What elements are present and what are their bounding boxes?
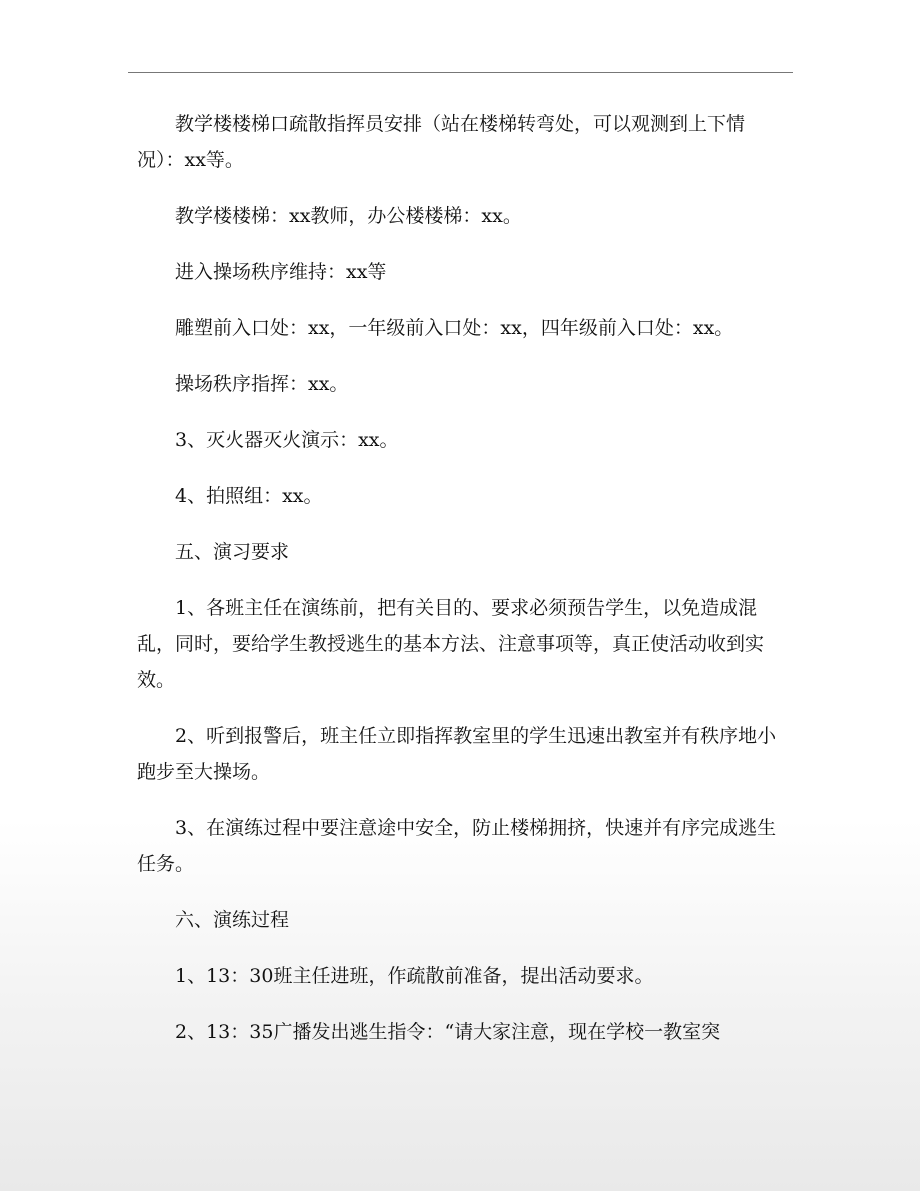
paragraph-extinguisher-demo: 3、灭火器灭火演示：xx。 (175, 429, 399, 451)
paragraph-photo-group: 4、拍照组：xx。 (175, 485, 323, 507)
paragraph-requirement-1: 1、各班主任在演练前，把有关目的、要求必须预告学生，以免造成混乱，同时，要给学生教授逃生的基本方法、注意事项等，真正使活动收到实效。 (137, 597, 765, 691)
paragraph-entrances: 雕塑前入口处：xx，一年级前入口处：xx，四年级前入口处：xx。 (175, 317, 734, 339)
paragraph-stair-assignment: 教学楼楼梯：xx教师，办公楼楼梯：xx。 (175, 205, 522, 227)
section-heading-process: 六、演练过程 (175, 909, 290, 931)
paragraph-requirement-3: 3、在演练过程中要注意途中安全，防止楼梯拥挤，快速并有序完成逃生任务。 (137, 817, 777, 875)
section-heading-requirements: 五、演习要求 (175, 541, 290, 563)
header-rule (128, 72, 793, 73)
paragraph-playground-order: 进入操场秩序维持：xx等 (175, 261, 387, 283)
paragraph-process-1: 1、13：30班主任进班，作疏散前准备，提出活动要求。 (175, 965, 654, 987)
paragraph-process-2: 2、13：35广播发出逃生指令：“请大家注意，现在学校一教室突 (175, 1021, 721, 1043)
paragraph-playground-command: 操场秩序指挥：xx。 (175, 373, 349, 395)
document-body (137, 106, 789, 1050)
paragraph-requirement-2: 2、听到报警后，班主任立即指挥教室里的学生迅速出教室并有秩序地小跑步至大操场。 (137, 725, 777, 783)
paragraph-evacuation-commanders: 教学楼楼梯口疏散指挥员安排（站在楼梯转弯处，可以观测到上下情况）：xx等。 (137, 113, 746, 171)
